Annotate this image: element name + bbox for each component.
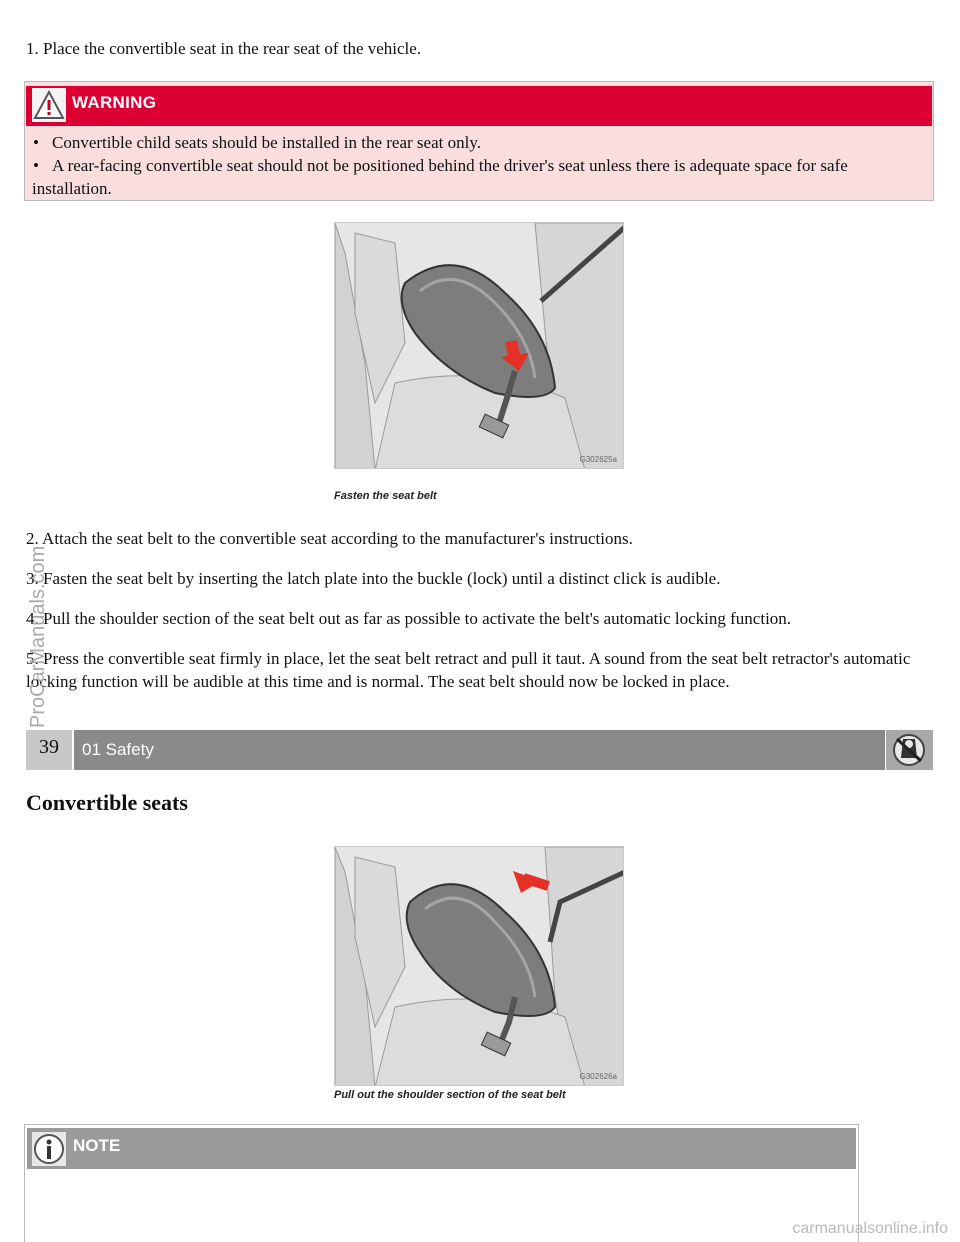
child-seat-icon <box>886 730 933 770</box>
warning-triangle-icon <box>32 88 66 122</box>
page-title: Convertible seats <box>26 790 188 815</box>
warning-list <box>25 131 933 200</box>
warning-title: WARNING <box>72 93 157 112</box>
step-5-text: 5. Press the convertible seat firmly in place, let the seat belt retract and pull it taut. A sound from the seat belt retractor's automatic locking function will be audible at this time and is normal. The seat belt should now be locked in place. <box>26 649 911 691</box>
step-3-text: 3. Fasten the seat belt by inserting the latch plate into the buckle (lock) until a distinct click is audible. <box>26 569 721 588</box>
svg-text:ProCarManuals.com: ProCarManuals.com <box>27 545 49 728</box>
note-box <box>24 1124 859 1242</box>
figure-pull-shoulder-belt <box>334 846 624 1086</box>
warning-item: • Convertible child seats should be installed in the rear seat only. <box>33 133 481 152</box>
info-icon <box>32 1132 66 1166</box>
note-header <box>27 1128 856 1169</box>
watermark <box>24 510 54 730</box>
figure-code: G302626a <box>579 1072 617 1081</box>
section-header <box>26 730 933 770</box>
footer-watermark: carmanualsonline.info <box>792 1220 948 1237</box>
step-4-text: 4. Pull the shoulder section of the seat belt out as far as possible to activate the belt's automatic locking function. <box>26 609 792 628</box>
warning-header <box>26 86 932 126</box>
warning-box <box>24 81 934 201</box>
page-number: 39 <box>26 730 72 770</box>
warning-item: • A rear-facing convertible seat should not be positioned behind the driver's seat unless there is adequate space for safe installation. <box>32 156 848 198</box>
step-2-text: 2. Attach the seat belt to the convertible seat according to the manufacturer's instructions. <box>26 529 633 548</box>
shoulder-belt-illustration <box>335 847 624 1086</box>
figure-fasten-seat-belt <box>334 222 624 469</box>
figure-caption: Fasten the seat belt <box>334 490 437 502</box>
seat-belt-illustration <box>335 223 624 469</box>
step-1-text: 1. Place the convertible seat in the rear seat of the vehicle. <box>26 39 422 58</box>
figure-caption: Pull out the shoulder section of the seat belt <box>334 1089 566 1101</box>
figure-code: G302625a <box>579 455 617 464</box>
section-title: 01 Safety <box>74 730 885 770</box>
note-title: NOTE <box>73 1136 121 1155</box>
